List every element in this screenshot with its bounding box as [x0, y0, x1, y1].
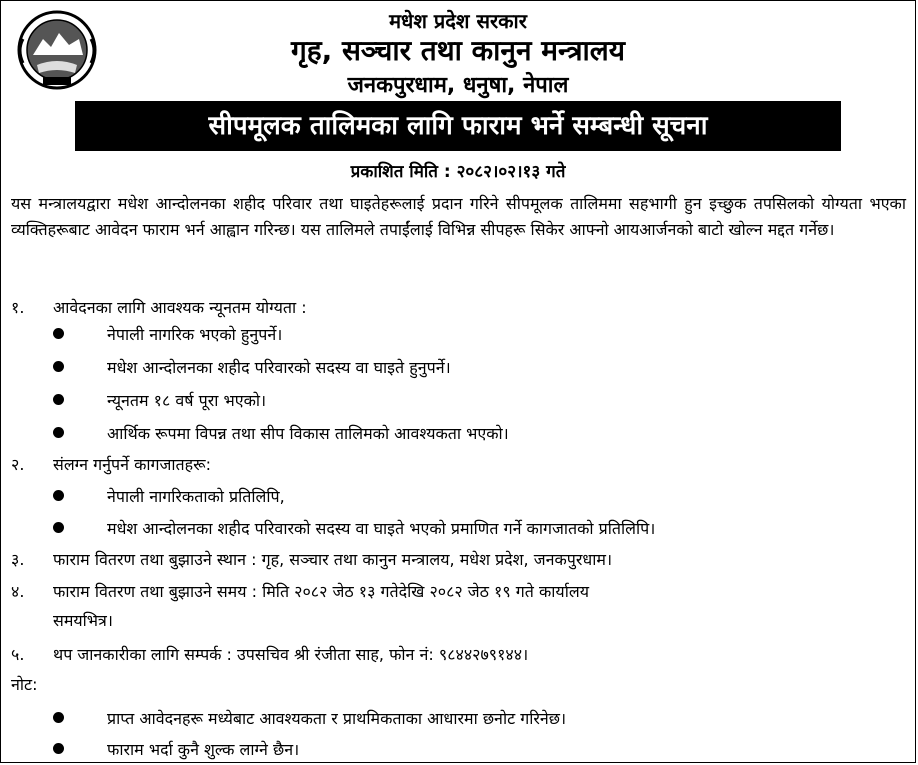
section-number: ३. — [11, 550, 25, 569]
bullet-icon — [53, 427, 64, 438]
list-item-text: आर्थिक रूपमा विपन्न तथा सीप विकास तालिमको आवश्यकता भएको। — [107, 424, 509, 443]
government-name: मधेश प्रदेश सरकार — [389, 9, 527, 33]
section-number: ५. — [11, 645, 25, 664]
section-title: फाराम वितरण तथा बुझाउने समय : मिति २०८२ जेठ १३ गतेदेखि २०८२ जेठ १९ गते कार्यालय — [53, 582, 589, 601]
section-number: २. — [11, 455, 25, 474]
intro-paragraph: यस मन्त्रालयद्वारा मधेश आन्दोलनका शहीद परिवार तथा घाइतेहरूलाई प्रदान गरिने सीपमूलक तालिममा सहभागी हुन इच्छुक तपसिलको योग्यता भएका व्यक्तिहरूबाट आवेदन फाराम भर्न आह्वान गरिन्छ। यस तालिमले तपाईंलाई विभिन्न सीपहरू सिकेर आफ्नो आयआर्जनको बाटो खोल्न मद्दत गर्नेछ। — [11, 194, 906, 239]
list-item-text: नेपाली नागरिक भएको हुनुपर्ने। — [107, 325, 283, 344]
bullet-icon — [53, 712, 64, 723]
notice-title-banner: सीपमूलक तालिमका लागि फाराम भर्ने सम्बन्धी सूचना — [75, 101, 841, 151]
bullet-icon — [53, 522, 64, 533]
note-label: नोट: — [11, 675, 38, 694]
published-date: प्रकाशित मिति : २०८२।०२।१३ गते — [350, 162, 566, 182]
bullet-icon — [53, 490, 64, 501]
section-title: फाराम वितरण तथा बुझाउने स्थान : गृह, सञ्चार तथा कानुन मन्त्रालय, मधेश प्रदेश, जनकपुरधाम। — [53, 550, 613, 569]
note-item-text: फाराम भर्दा कुनै शुल्क लाग्ने छैन। — [107, 740, 300, 759]
section-title: थप जानकारीका लागि सम्पर्क : उपसचिव श्री रंजीता साह, फोन नं: ९८४४२७९१४४। — [53, 645, 529, 664]
section-number: १. — [11, 298, 25, 317]
list-item-text: मधेश आन्दोलनका शहीद परिवारको सदस्य वा घाइते भएको प्रमाणित गर्ने कागजातको प्रतिलिपि। — [107, 519, 656, 538]
list-item-text: मधेश आन्दोलनका शहीद परिवारको सदस्य वा घाइते हुनुपर्ने। — [107, 358, 451, 377]
bullet-icon — [53, 361, 64, 372]
bullet-icon — [53, 328, 64, 339]
ministry-name: गृह, सञ्चार तथा कानुन मन्त्रालय — [290, 34, 626, 67]
list-item-text: न्यूनतम १८ वर्ष पूरा भएको। — [107, 391, 267, 410]
note-item-text: प्राप्त आवेदनहरू मध्येबाट आवश्यकता र प्राथमिकताका आधारमा छनोट गरिनेछ। — [107, 709, 567, 728]
bullet-icon — [53, 743, 64, 754]
list-item-text: नेपाली नागरिकताको प्रतिलिपि, — [107, 487, 285, 506]
ministry-address: जनकपुरधाम, धनुषा, नेपाल — [347, 73, 569, 98]
bullet-icon — [53, 394, 64, 405]
section-number: ४. — [11, 582, 25, 601]
section-4-continuation: समयभित्र। — [53, 611, 113, 630]
section-title: आवेदनका लागि आवश्यक न्यूनतम योग्यता : — [53, 298, 307, 317]
section-title: संलग्न गर्नुपर्ने कागजातहरू: — [53, 455, 211, 474]
